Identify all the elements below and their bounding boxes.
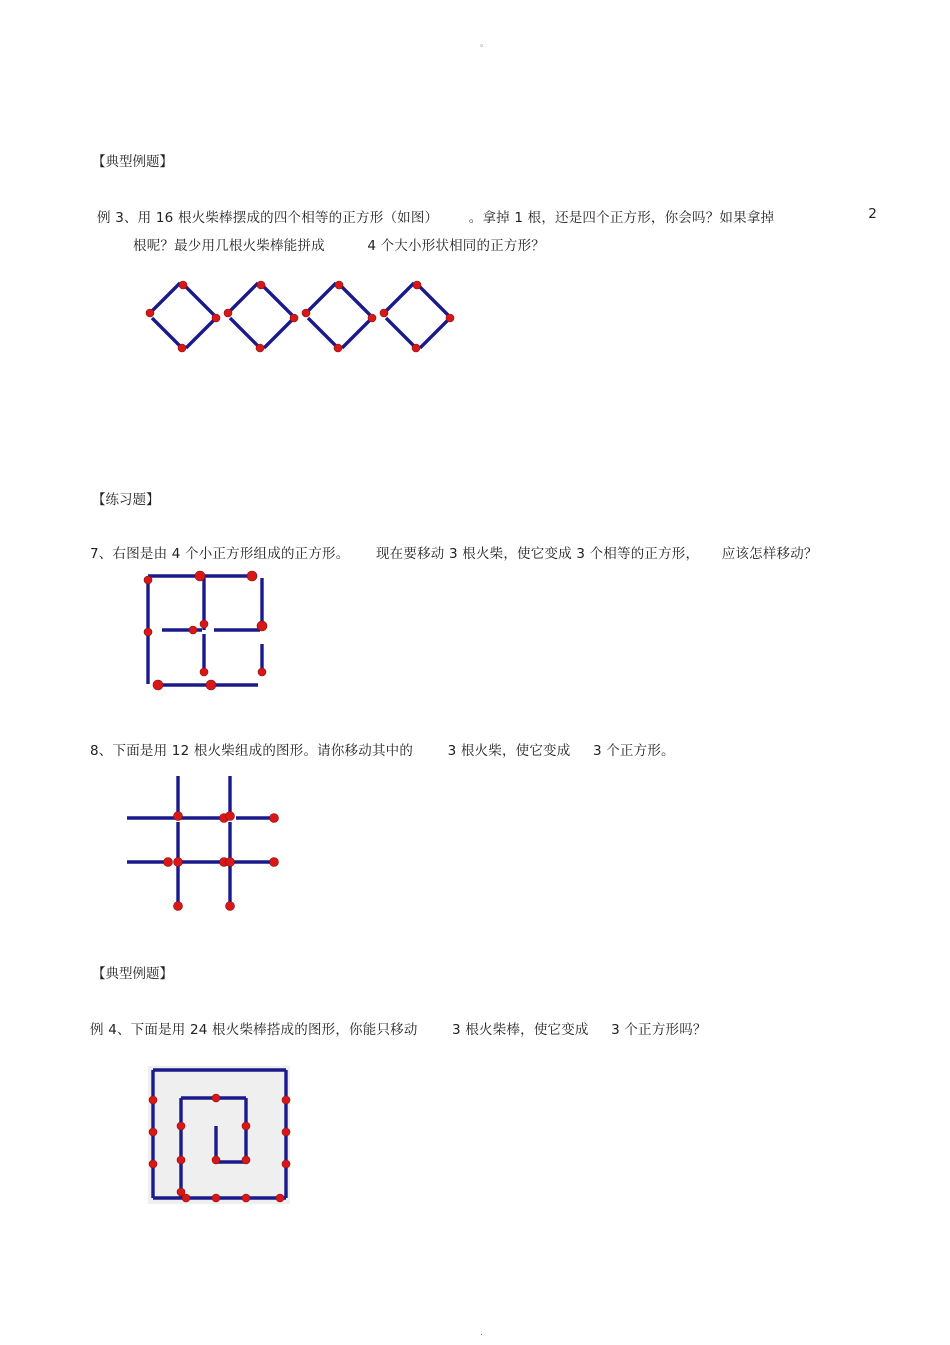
example-3-text-c: 2	[868, 206, 877, 222]
hash-grid-figure	[122, 772, 287, 917]
question-8-text-c: 3 个正方形。	[592, 743, 675, 759]
example-4-text-a: 例 4、下面是用 24 根火柴棒搭成的图形，你能只移动	[90, 1022, 418, 1038]
spiral-matchstick-figure	[146, 1064, 296, 1209]
question-8-text-b: 3 根火柴，使它变成	[447, 743, 571, 759]
section-heading-example-1: 【典型例题】	[92, 154, 173, 170]
example-3-line-2	[133, 234, 545, 254]
bottom-mark: .	[480, 1328, 483, 1338]
diamond-square-2	[224, 281, 298, 352]
diamond-square-4	[380, 281, 454, 352]
question-7-text-c: 应该怎样移动？	[721, 546, 818, 562]
example-3-text-e: 4 个大小形状相同的正方形？	[367, 238, 545, 254]
question-8-text-a: 8、下面是用 12 根火柴组成的图形。请你移动其中的	[90, 743, 414, 759]
example-3-text-a: 例 3、用 16 根火柴棒摆成的四个相等的正方形（如图）	[97, 210, 439, 226]
section-heading-example-2: 【典型例题】	[92, 966, 173, 982]
section-heading-exercises: 【练习题】	[92, 492, 160, 508]
example-3-line-1	[97, 206, 887, 226]
four-diamond-squares-figure	[140, 278, 470, 358]
example-3-text-d: 根呢？最少用几根火柴棒能拼成	[133, 238, 325, 254]
question-8	[90, 739, 675, 759]
example-4	[90, 1018, 707, 1038]
top-mark: 。	[480, 39, 490, 49]
diamond-square-3	[302, 281, 376, 352]
diamond-square-1	[146, 281, 220, 352]
two-by-two-square-figure	[138, 568, 278, 693]
question-7-text-b: 现在要移动 3 根火柴，使它变成 3 个相等的正方形，	[375, 546, 700, 562]
example-4-text-c: 3 个正方形吗？	[611, 1022, 707, 1038]
question-7-text-a: 7、右图是由 4 个小正方形组成的正方形。	[90, 546, 350, 562]
example-4-text-b: 3 根火柴棒，使它变成	[452, 1022, 589, 1038]
example-3-text-b: 。拿掉 1 根，还是四个正方形，你会吗？如果拿掉	[468, 210, 775, 226]
question-7	[90, 542, 818, 562]
